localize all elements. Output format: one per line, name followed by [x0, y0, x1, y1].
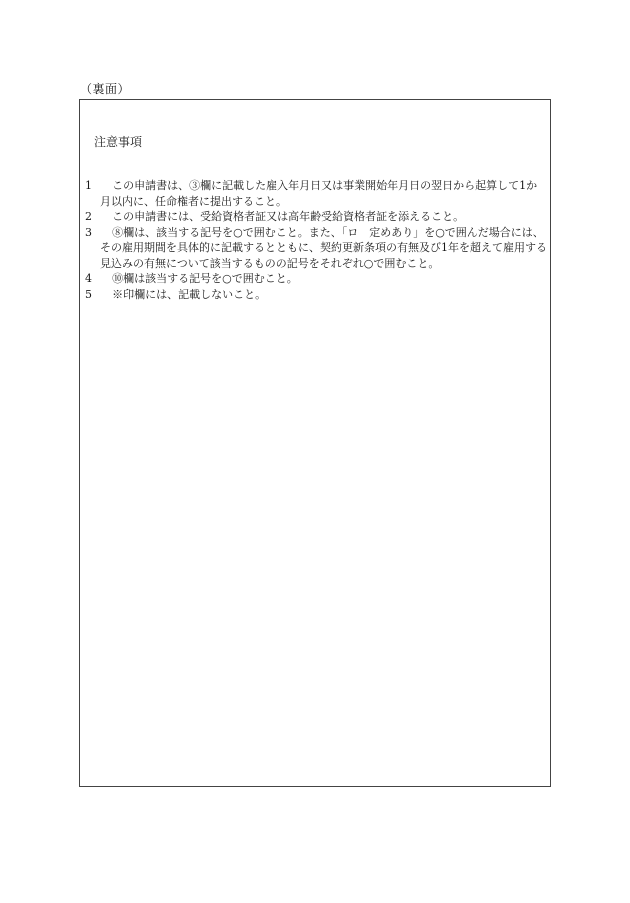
page-side-label: （裏面）	[80, 82, 131, 96]
notes-heading: 注意事項	[94, 135, 143, 149]
note-item-2	[85, 209, 547, 225]
note-item-3	[85, 225, 547, 272]
note-number: 4	[85, 272, 92, 285]
note-text: この申請書は、③欄に記載した雇入年月日又は事業開始年月日の翌日から起算して1か月以内に、任命権者に提出すること。	[100, 179, 538, 208]
note-number: 5	[85, 287, 92, 301]
notes-frame	[79, 99, 551, 787]
note-text: この申請書には、受給資格者証又は高年齢受給資格者証を添えること。	[112, 210, 465, 223]
notes-list	[85, 178, 547, 302]
note-text: ⑩欄は該当する記号を○で囲むこと。	[112, 272, 298, 285]
note-item-4	[85, 271, 547, 287]
note-number: 2	[85, 210, 92, 223]
note-item-5	[85, 287, 547, 303]
note-number: 1	[85, 179, 92, 192]
note-number: 3	[85, 225, 92, 239]
note-text: ⑧欄は、該当する記号を○で囲むこと。また、「ロ 定めあり」を○で囲んだ場合には、その雇用期間を具体的に記載するとともに、契約更新条項の有無及び1年を超えて雇用する見込みの有無について該当するものの記号をそれぞれ○で囲むこと。	[100, 225, 547, 270]
note-text: ※印欄には、記載しないこと。	[112, 287, 267, 301]
note-item-1	[85, 178, 547, 209]
